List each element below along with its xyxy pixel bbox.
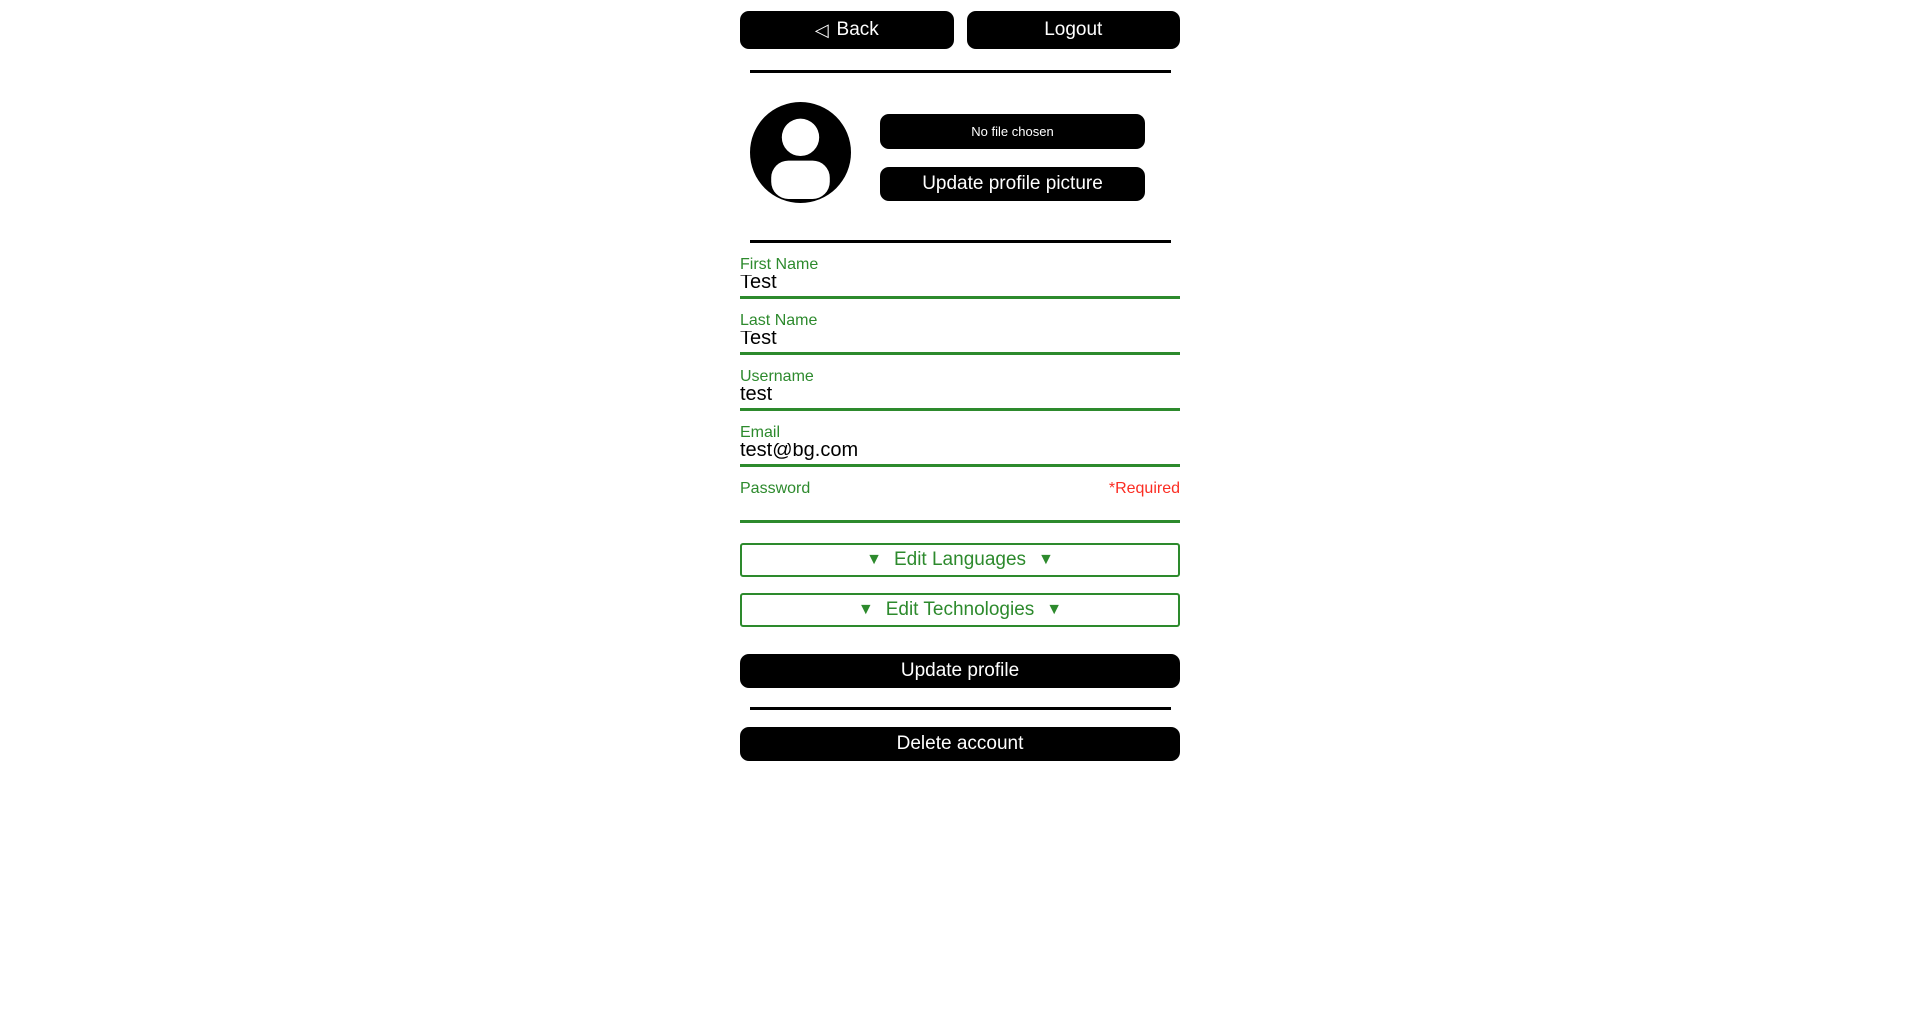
- divider: [750, 70, 1171, 73]
- profile-edit-page: [740, 11, 1180, 761]
- profile-picture-section: [740, 102, 1180, 203]
- edit-languages-label: Edit Languages: [893, 549, 1027, 570]
- last-name-label: Last Name: [740, 312, 818, 329]
- back-button-label: Back: [836, 19, 879, 40]
- last-name-field: [740, 311, 1180, 355]
- file-input-button[interactable]: [880, 114, 1145, 149]
- avatar: [750, 102, 851, 203]
- last-name-input[interactable]: [740, 331, 1180, 355]
- password-input[interactable]: [740, 499, 1180, 523]
- password-required-note: *Required: [1108, 480, 1180, 497]
- password-label: Password: [740, 480, 811, 497]
- back-button[interactable]: [740, 11, 954, 49]
- update-profile-picture-button[interactable]: [880, 167, 1145, 201]
- first-name-label: First Name: [740, 256, 819, 273]
- update-profile-picture-label: Update profile picture: [922, 173, 1103, 194]
- divider: [750, 240, 1171, 243]
- divider: [750, 707, 1171, 710]
- logout-button-label: Logout: [1044, 19, 1103, 40]
- user-avatar-icon: [750, 102, 851, 203]
- delete-account-button[interactable]: [740, 727, 1180, 761]
- first-name-field: [740, 255, 1180, 299]
- update-profile-label: Update profile: [900, 660, 1020, 681]
- email-field: [740, 423, 1180, 467]
- username-label: Username: [740, 368, 814, 385]
- delete-account-label: Delete account: [896, 733, 1024, 754]
- first-name-input[interactable]: [740, 275, 1180, 299]
- logout-button[interactable]: [967, 11, 1181, 49]
- edit-technologies-label: Edit Technologies: [885, 599, 1035, 620]
- email-label: Email: [740, 424, 781, 441]
- email-input[interactable]: [740, 443, 1180, 467]
- edit-technologies-button[interactable]: [740, 593, 1180, 627]
- file-input-label: No file chosen: [971, 124, 1054, 139]
- edit-languages-button[interactable]: [740, 543, 1180, 577]
- profile-form: [740, 255, 1180, 523]
- back-triangle-icon: ◁: [814, 20, 829, 40]
- username-field: [740, 367, 1180, 411]
- top-button-row: [740, 11, 1180, 49]
- chevron-down-icon: ▼: [866, 551, 882, 568]
- chevron-down-icon: ▼: [857, 601, 874, 618]
- chevron-down-icon: ▼: [1038, 551, 1054, 568]
- username-input[interactable]: [740, 387, 1180, 411]
- update-profile-button[interactable]: [740, 654, 1180, 688]
- chevron-down-icon: ▼: [1046, 601, 1063, 618]
- password-field: [740, 479, 1180, 523]
- profile-picture-controls: [880, 102, 1145, 201]
